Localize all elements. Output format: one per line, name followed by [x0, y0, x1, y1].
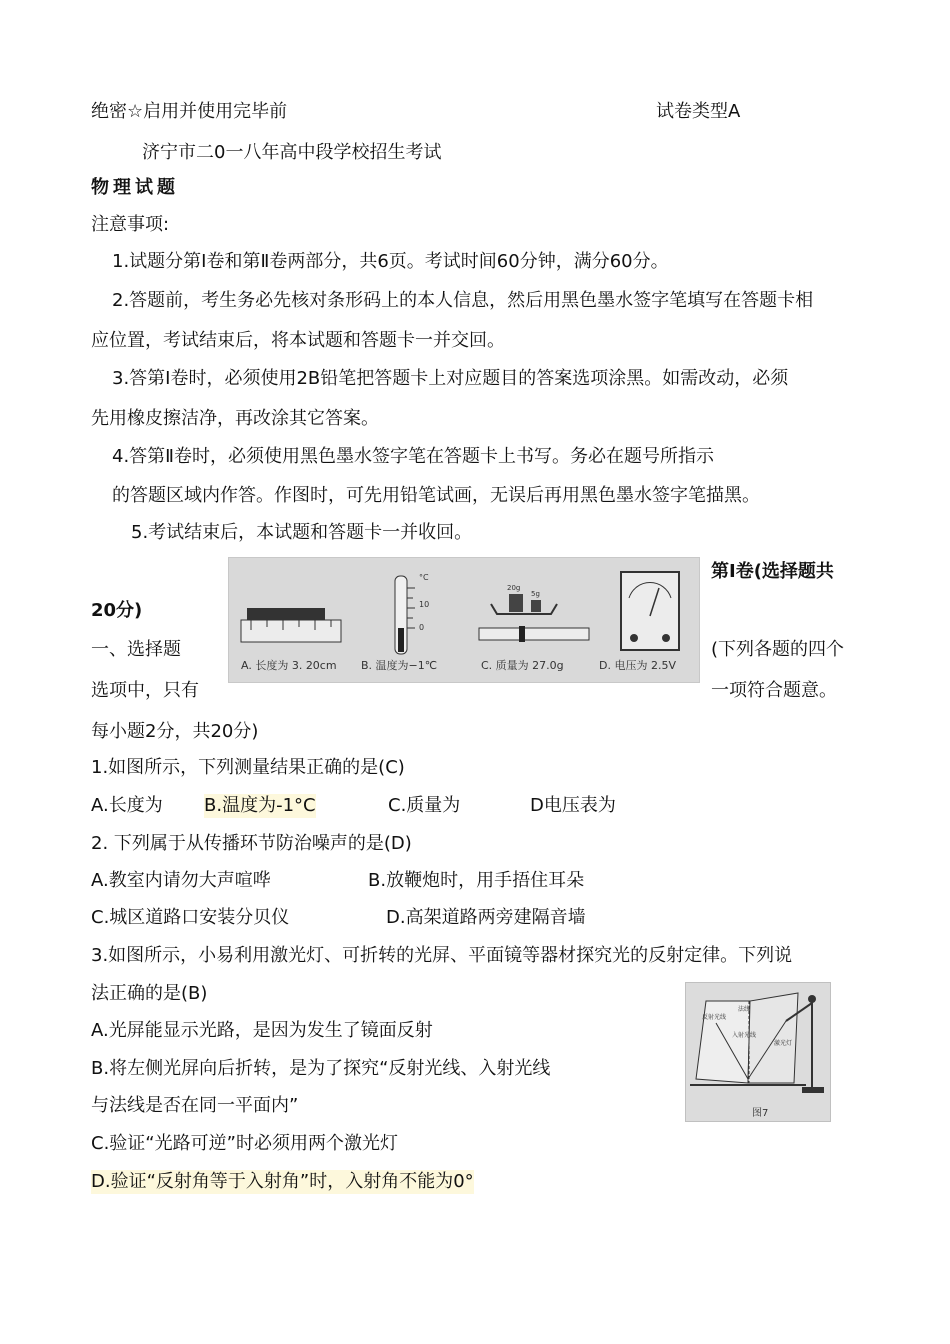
- q2-option-d: D.高架道路两旁建隔音墙: [386, 907, 586, 928]
- exam-title: 济宁市二0一八年高中段学校招生考试: [142, 142, 442, 163]
- notice-title: 注意事项:: [91, 214, 170, 235]
- measurement-figure: [228, 557, 700, 683]
- thermometer-unit-label: °C: [419, 573, 429, 582]
- voltmeter-icon: [621, 572, 679, 650]
- choice-heading-part-4: 一项符合题意。: [711, 680, 837, 701]
- q1-option-a: A.长度为: [91, 795, 163, 816]
- q2-option-b: B.放鞭炮时，用手捂住耳朵: [368, 870, 585, 891]
- label-incident: 入射光线: [732, 1032, 757, 1039]
- notice-4-line-2: 的答题区域内作答。作图时，可先用铅笔试画，无误后再用黑色墨水签字笔描黑。: [112, 485, 760, 506]
- weight-20g-label: 20g: [507, 584, 521, 592]
- notice-2-line-1: 2.答题前，考生务必先核对条形码上的本人信息，然后用黑色墨水签字笔填写在答题卡相: [112, 290, 814, 311]
- weight-5g-label: 5g: [531, 590, 540, 598]
- q2-option-a: A.教室内请勿大声喧哗: [91, 870, 271, 891]
- balance-icon: [479, 594, 589, 642]
- question-3-line-2: 法正确的是(B): [91, 983, 208, 1004]
- notice-5: 5.考试结束后，本试题和答题卡一并收回。: [131, 522, 473, 543]
- q3-option-d: D.验证“反射角等于入射角”时，入射角不能为0°: [91, 1171, 474, 1192]
- notice-3-line-1: 3.答第Ⅰ卷时，必须使用2B铅笔把答题卡上对应题目的答案选项涂黑。如需改动，必须: [112, 368, 789, 389]
- notice-3-line-2: 先用橡皮擦洁净，再改涂其它答案。: [91, 408, 379, 429]
- caption-length: A. 长度为 3. 20cm: [241, 659, 337, 672]
- figure-3-caption: 图7: [752, 1108, 769, 1119]
- ruler-icon: [241, 608, 341, 642]
- q1-option-b: B.温度为-1°C: [204, 795, 316, 816]
- q3-option-a: A.光屏能显示光路，是因为发生了镜面反射: [91, 1020, 433, 1041]
- q3-option-b-line-2: 与法线是否在同一平面内”: [91, 1095, 299, 1116]
- notice-2-line-2: 应位置，考试结束后，将本试题和答题卡一并交回。: [91, 330, 505, 351]
- q3-option-c: C.验证“光路可逆”时必须用两个激光灯: [91, 1133, 398, 1154]
- exam-type-label: 试卷类型A: [656, 101, 741, 122]
- choice-heading-part-3: 选项中，只有: [91, 680, 199, 701]
- section-title-part-2: 20分): [91, 600, 143, 621]
- question-1: 1.如图所示，下列测量结果正确的是(C): [91, 757, 405, 778]
- thermometer-icon: [395, 576, 415, 654]
- choice-heading-part-5: 每小题2分，共20分): [91, 721, 259, 742]
- reflection-experiment-drawing: [686, 983, 830, 1121]
- q1-option-d: D电压表为: [530, 795, 616, 816]
- label-normal: 法线: [738, 1006, 751, 1013]
- q1-option-c: C.质量为: [388, 795, 461, 816]
- thermometer-10-label: 10: [419, 600, 430, 609]
- question-2: 2. 下列属于从传播环节防治噪声的是(D): [91, 833, 412, 854]
- subject-title: 物理试题: [91, 177, 179, 198]
- notice-4-line-1: 4.答第Ⅱ卷时，必须使用黑色墨水签字笔在答题卡上书写。务必在题号所指示: [112, 446, 715, 467]
- caption-voltage: D. 电压为 2.5V: [599, 659, 676, 672]
- label-reflected: 反射光线: [702, 1014, 727, 1021]
- caption-mass: C. 质量为 27.0g: [481, 659, 564, 672]
- caption-temperature: B. 温度为−1℃: [361, 659, 438, 672]
- label-laser: 激光灯: [774, 1040, 793, 1047]
- section-title-part-1: 第Ⅰ卷(选择题共: [711, 561, 834, 582]
- notice-1: 1.试题分第Ⅰ卷和第Ⅱ卷两部分，共6页。考试时间60分钟，满分60分。: [112, 251, 669, 272]
- reflection-experiment-figure: [685, 982, 831, 1122]
- confidential-notice: 绝密☆启用并使用完毕前: [91, 101, 288, 122]
- q3-option-b-line-1: B.将左侧光屏向后折转，是为了探究“反射光线、入射光线: [91, 1058, 551, 1079]
- thermometer-0-label: 0: [419, 623, 425, 632]
- q2-option-c: C.城区道路口安装分贝仪: [91, 907, 290, 928]
- question-3-line-1: 3.如图所示，小易利用激光灯、可折转的光屏、平面镜等器材探究光的反射定律。下列说: [91, 945, 793, 966]
- choice-heading-part-1: 一、选择题: [91, 639, 181, 660]
- choice-heading-part-2: (下列各题的四个: [711, 639, 845, 660]
